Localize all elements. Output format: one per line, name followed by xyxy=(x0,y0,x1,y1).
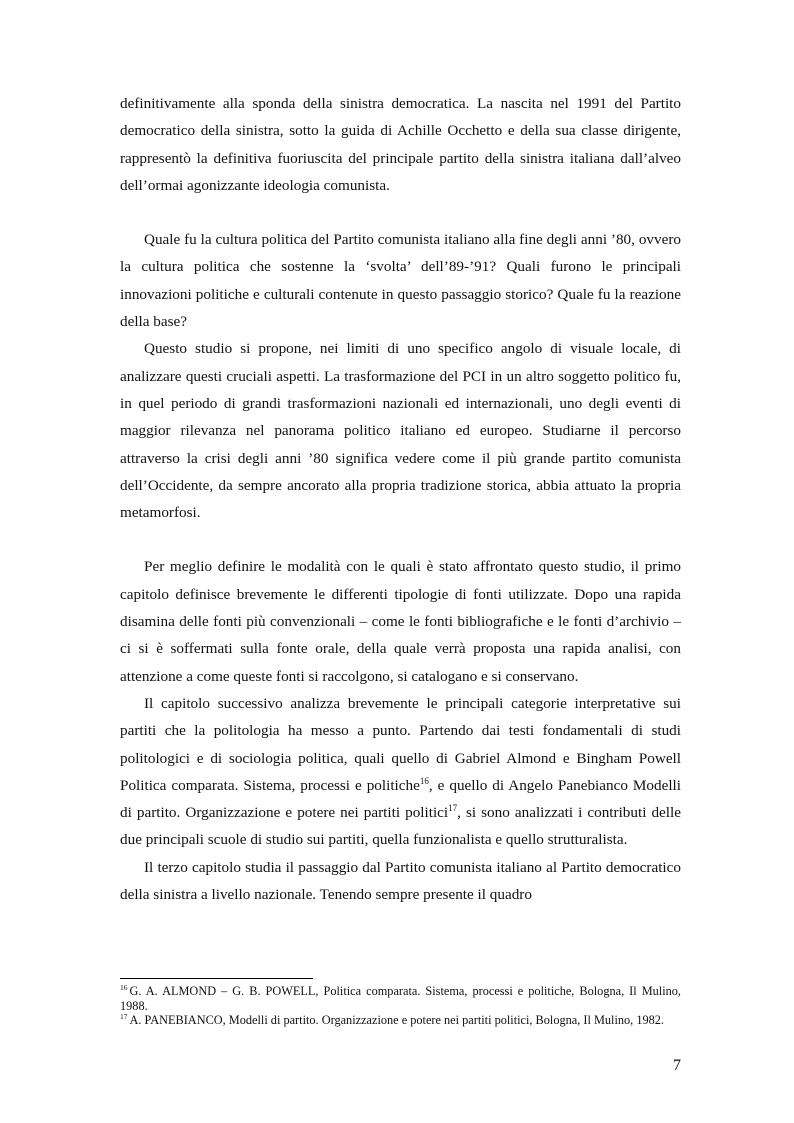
paragraph-3: Questo studio si propone, nei limiti di uno specifico angolo di visuale locale, di analizzare questi cruciali aspetti. La trasformazione del PCI in un altro soggetto politico fu, in quel periodo di grandi trasformazioni nazionali ed internazionali, uno degli eventi di maggior rilevanza nel panorama politico italiano ed europeo. Studiarne il percorso attraverso la crisi degli anni ’80 significa vedere come il più grande partito comunista dell’Occidente, da sempre ancorato alla propria tradizione storica, abbia attuato la propria metamorfosi. xyxy=(120,340,681,522)
footnote-number: 16 xyxy=(120,982,128,992)
footnote-text: A. PANEBIANCO, Modelli di partito. Organizzazione e potere nei partiti politici, Bologna, Il Mulino, 1982. xyxy=(129,1013,664,1028)
page-number: 7 xyxy=(673,1057,681,1074)
footnote-separator xyxy=(120,978,313,979)
footnote-ref-16: 16 xyxy=(419,775,429,786)
body-text xyxy=(120,90,681,908)
paragraph-5-text-b: , e quello di Angelo Panebianco Modelli di partito. Organizzazione e potere nei partiti politici xyxy=(120,776,681,822)
footnote-number: 17 xyxy=(120,1012,128,1022)
footnote-17 xyxy=(120,1013,681,1028)
paragraph-5-text-a: Il capitolo successivo analizza brevemente le principali categorie interpretative sui partiti che la politologia ha messo a punto. Partendo dai testi fondamentali di studi politologici e di sociologia politica, quali quello di Gabriel Almond e Bingham Powell Politica comparata. Sistema, processi e politiche xyxy=(120,694,681,794)
footnote-ref-17: 17 xyxy=(448,803,458,814)
footnote-text: G. A. ALMOND – G. B. POWELL, Politica comparata. Sistema, processi e politiche, Bologna, Il Mulino, 1988. xyxy=(120,984,681,1013)
paragraph-1: definitivamente alla sponda della sinistra democratica. La nascita nel 1991 del Partito democratico della sinistra, sotto la guida di Achille Occhetto e della sua classe dirigente, rappresentò la definitiva fuoriuscita del principale partito della sinistra italiana dall’alveo dell’ormai agonizzante ideologia comunista. xyxy=(120,95,681,194)
footnote-16 xyxy=(120,984,681,1013)
paragraph-2: Quale fu la cultura politica del Partito comunista italiano alla fine degli anni ’80, ovvero la cultura politica che sostenne la ‘svolta’ dell’89-’91? Quali furono le principali innovazioni politiche e culturali contenute in questo passaggio storico? Quale fu la reazione della base? xyxy=(120,231,681,331)
footnotes xyxy=(120,984,681,1028)
paragraph-5-text-c: , si sono analizzati i contributi delle due principali scuole di studio sui partiti, quella funzionalista e quello strutturalista. xyxy=(120,804,681,849)
paragraph-6: Il terzo capitolo studia il passaggio dal Partito comunista italiano al Partito democratico della sinistra a livello nazionale. Tenendo sempre presente il quadro xyxy=(120,858,681,904)
paragraph-4: Per meglio definire le modalità con le quali è stato affrontato questo studio, il primo capitolo definisce brevemente le differenti tipologie di fonti utilizzate. Dopo una rapida disamina delle fonti più convenzionali – come le fonti bibliografiche e le fonti d’archivio – ci si è soffermati sulla fonte orale, della quale verrà proposta una rapida analisi, con attenzione a come queste fonti si raccolgono, si catalogano e si conservano. xyxy=(120,558,681,685)
paragraph-5 xyxy=(120,690,681,854)
